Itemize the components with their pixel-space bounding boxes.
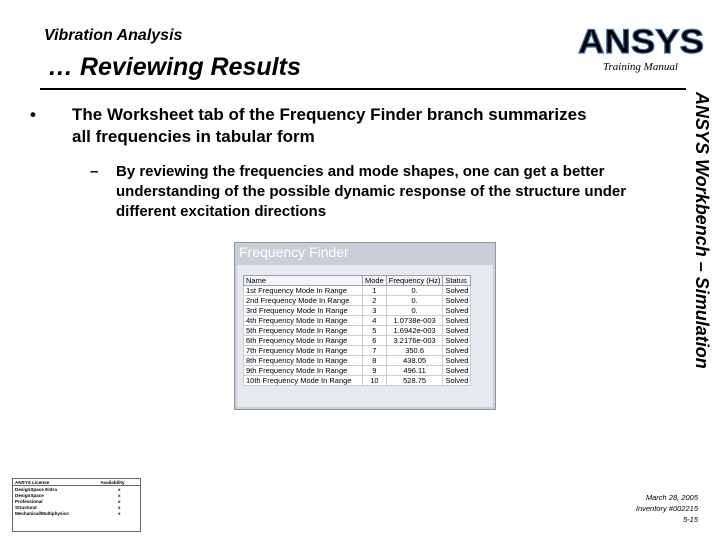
- license-name: Professional: [15, 498, 43, 504]
- mode-name: 1st Frequency Mode In Range: [244, 286, 363, 296]
- sub-bullet: [90, 162, 630, 222]
- mode-status: Solved: [443, 356, 471, 366]
- header-divider: [40, 88, 686, 90]
- frequency-finder-title: Frequency Finder: [239, 244, 349, 260]
- license-header-availability: Availability: [98, 479, 140, 486]
- mode-status: Solved: [443, 316, 471, 326]
- mode-status: Solved: [443, 376, 471, 386]
- side-label: [684, 92, 712, 422]
- ansys-logo: [578, 22, 706, 58]
- table-row[interactable]: [244, 296, 471, 306]
- frequency-table: [243, 275, 471, 386]
- side-label-text: ANSYS Workbench – Simulation: [692, 92, 712, 369]
- logo-text: ANSYS: [578, 23, 704, 58]
- main-bullet: [30, 104, 590, 148]
- footer-info: [636, 492, 698, 525]
- mode-name: 4th Frequency Mode In Range: [244, 316, 363, 326]
- license-availability: x: [117, 492, 121, 498]
- mode-name: 7th Frequency Mode In Range: [244, 346, 363, 356]
- mode-frequency: 0.: [386, 296, 443, 306]
- mode-name: 10th Frequency Mode In Range: [244, 376, 363, 386]
- mode-status: Solved: [443, 286, 471, 296]
- mode-status: Solved: [443, 306, 471, 316]
- bullet-text: The Worksheet tab of the Frequency Finder branch summarizes all frequencies in tabular form: [72, 105, 587, 146]
- table-row[interactable]: [244, 346, 471, 356]
- mode-name: 3rd Frequency Mode In Range: [244, 306, 363, 316]
- mode-status: Solved: [443, 366, 471, 376]
- table-row[interactable]: [244, 316, 471, 326]
- section-title: Vibration Analysis: [44, 27, 183, 44]
- mode-number: 6: [363, 336, 387, 346]
- sub-bullet-text: By reviewing the frequencies and mode shapes, one can get a better understanding of the possible dynamic response of the structure under different excitation directions: [116, 163, 627, 220]
- license-row: [13, 510, 140, 516]
- table-row[interactable]: [244, 376, 471, 386]
- worksheet-area: [237, 265, 493, 407]
- license-name: DesignSpace: [15, 492, 44, 498]
- mode-number: 7: [363, 346, 387, 356]
- mode-number: 5: [363, 326, 387, 336]
- mode-frequency: 438.05: [386, 356, 443, 366]
- table-row[interactable]: [244, 366, 471, 376]
- column-header-name[interactable]: Name: [244, 276, 363, 286]
- mode-number: 10: [363, 376, 387, 386]
- mode-frequency: 0.: [386, 286, 443, 296]
- table-row[interactable]: [244, 356, 471, 366]
- mode-frequency: 3.2176e-003: [386, 336, 443, 346]
- footer-page-number: 5-15: [682, 515, 698, 524]
- license-availability: x: [117, 498, 121, 504]
- sub-bullet-marker: –: [90, 163, 99, 180]
- license-header-name: ANSYS License: [13, 479, 98, 486]
- table-row[interactable]: [244, 336, 471, 346]
- slide-title: … Reviewing Results: [48, 53, 301, 81]
- mode-status: Solved: [443, 296, 471, 306]
- license-availability: x: [117, 504, 121, 510]
- mode-frequency: 0.: [386, 306, 443, 316]
- frequency-finder-panel: [234, 242, 496, 410]
- column-header-mode[interactable]: Mode: [363, 276, 387, 286]
- license-name: DesignSpace Entra: [15, 486, 57, 492]
- footer-inventory: Inventory #002215: [635, 504, 698, 513]
- mode-name: 2nd Frequency Mode In Range: [244, 296, 363, 306]
- license-name: Structural: [15, 504, 37, 510]
- mode-name: 8th Frequency Mode In Range: [244, 356, 363, 366]
- mode-number: 4: [363, 316, 387, 326]
- table-row[interactable]: [244, 286, 471, 296]
- column-header-frequency[interactable]: Frequency (Hz): [386, 276, 443, 286]
- mode-status: Solved: [443, 336, 471, 346]
- mode-number: 9: [363, 366, 387, 376]
- license-table: [12, 478, 141, 532]
- column-header-status[interactable]: Status: [443, 276, 471, 286]
- license-availability: x: [117, 510, 121, 516]
- mode-status: Solved: [443, 326, 471, 336]
- mode-number: 8: [363, 356, 387, 366]
- footer-date: March 28, 2005: [645, 493, 698, 502]
- mode-frequency: 496.11: [386, 366, 443, 376]
- table-row[interactable]: [244, 326, 471, 336]
- mode-name: 6th Frequency Mode In Range: [244, 336, 363, 346]
- mode-status: Solved: [443, 346, 471, 356]
- table-row[interactable]: [244, 306, 471, 316]
- mode-name: 5th Frequency Mode In Range: [244, 326, 363, 336]
- mode-number: 3: [363, 306, 387, 316]
- mode-frequency: 350.6: [386, 346, 443, 356]
- license-availability: x: [117, 486, 121, 492]
- bullet-marker: •: [30, 105, 36, 124]
- mode-number: 2: [363, 296, 387, 306]
- mode-frequency: 1.0738e-003: [386, 316, 443, 326]
- mode-frequency: 528.75: [386, 376, 443, 386]
- mode-number: 1: [363, 286, 387, 296]
- training-manual-label: Training Manual: [603, 61, 678, 73]
- license-name: Mechanical/Multiphysics: [15, 510, 69, 516]
- mode-name: 9th Frequency Mode In Range: [244, 366, 363, 376]
- mode-frequency: 1.6942e-003: [386, 326, 443, 336]
